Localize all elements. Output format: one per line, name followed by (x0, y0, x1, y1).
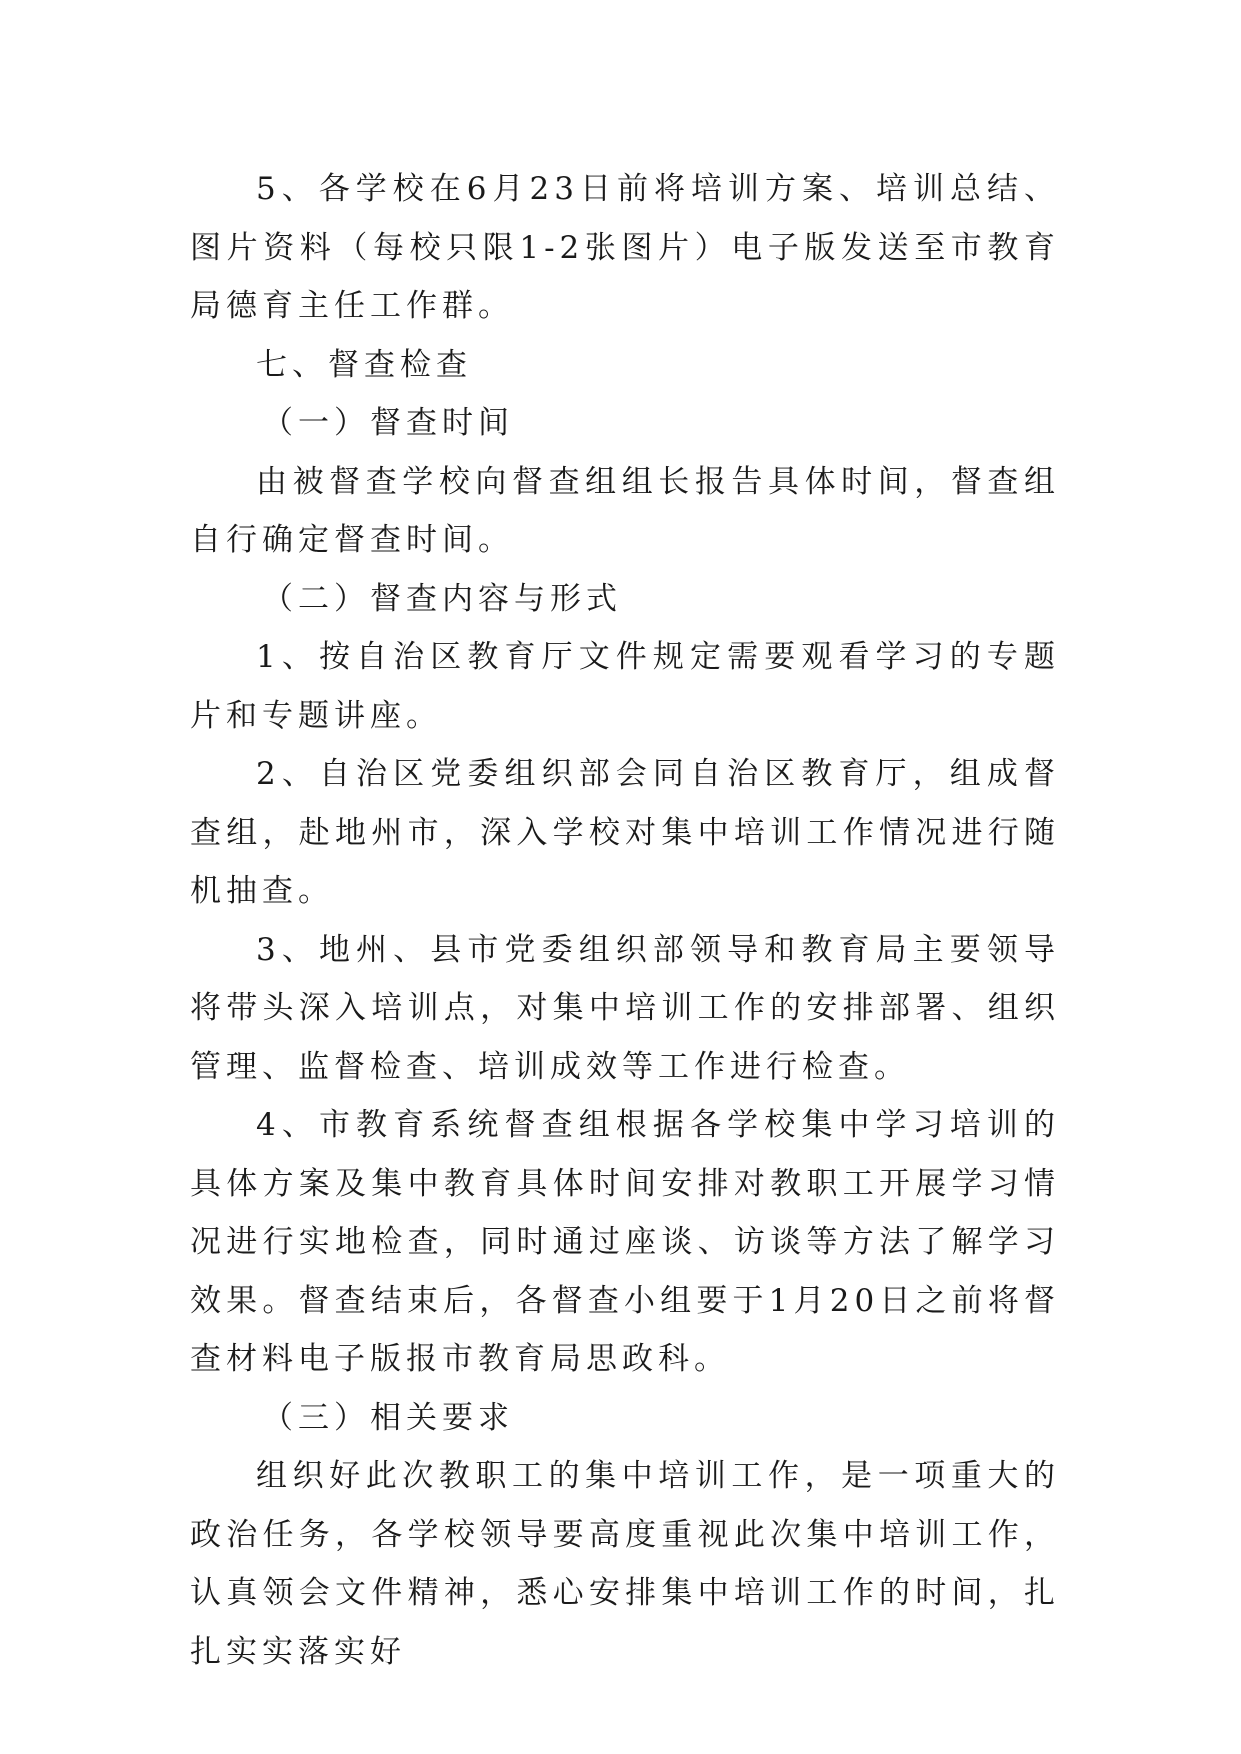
paragraph-requirements: 组织好此次教职工的集中培训工作，是一项重大的政治任务，各学校领导要高度重视此次集中培训工作，认真领会文件精神，悉心安排集中培训工作的时间，扎扎实实落实好 (190, 1458, 1060, 1670)
paragraph-supervision-time: 由被督查学校向督查组组长报告具体时间，督查组自行确定督查时间。 (190, 463, 1060, 558)
subheading-supervision-content: （二）督查内容与形式 (262, 580, 622, 617)
subheading-requirements: （三）相关要求 (262, 1399, 514, 1436)
paragraph-content-item-3: 3、地州、县市党委组织部领导和教育局主要领导将带头深入培训点，对集中培训工作的安排部署、组织管理、监督检查、培训成效等工作进行检查。 (190, 931, 1060, 1085)
paragraph-content-item-4: 4、市教育系统督查组根据各学校集中学习培训的具体方案及集中教育具体时间安排对教职工开展学习情况进行实地检查，同时通过座谈、访谈等方法了解学习效果。督查结束后，各督查小组要于1月20日之前将督查材料电子版报市教育局思政科。 (190, 1107, 1060, 1377)
paragraph-content-item-2: 2、自治区党委组织部会同自治区教育厅，组成督查组，赴地州市，深入学校对集中培训工作情况进行随机抽查。 (190, 756, 1060, 909)
document-body (190, 160, 1060, 1681)
subheading-supervision-time: （一）督查时间 (262, 405, 514, 441)
paragraph-content-item-1: 1、按自治区教育厅文件规定需要观看学习的专题片和专题讲座。 (190, 639, 1060, 734)
section-heading-supervision: 七、督查检查 (256, 346, 472, 383)
paragraph-item-5: 5、各学校在6月23日前将培训方案、培训总结、图片资料（每校只限1-2张图片）电子版发送至市教育局德育主任工作群。 (190, 171, 1060, 324)
